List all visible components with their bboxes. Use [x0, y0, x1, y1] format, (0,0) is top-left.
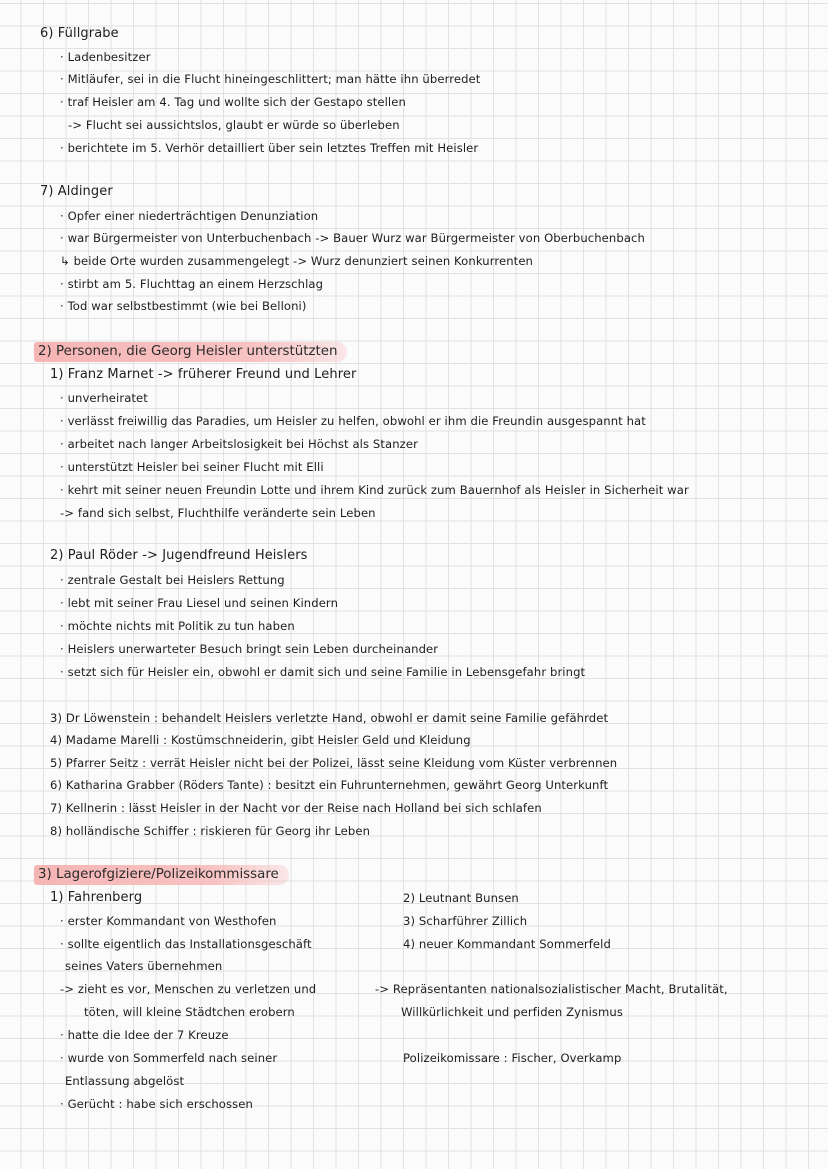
- note-line: · erster Kommandant von Westhofen: [60, 914, 277, 928]
- section-heading-officers: 3) Lagerofgiziere/Polizeikommissare: [34, 865, 289, 885]
- note-line: · wurde von Sommerfeld nach seiner: [60, 1051, 278, 1065]
- note-line: · möchte nichts mit Politik zu tun haben: [60, 619, 295, 633]
- supporter-line: 8) holländische Schiffer : riskieren für Georg ihr Leben: [50, 824, 371, 838]
- note-line: · lebt mit seiner Frau Liesel und seinen Kindern: [60, 596, 339, 610]
- officer-line: 4) neuer Kommandant Sommerfeld: [403, 937, 611, 951]
- note-line: · unterstützt Heisler bei seiner Flucht mit Elli: [60, 460, 324, 474]
- note-line: seines Vaters übernehmen: [65, 959, 223, 973]
- note-line: · arbeitet nach langer Arbeitslosigkeit bei Höchst als Stanzer: [60, 437, 418, 451]
- note-line: · hatte die Idee der 7 Kreuze: [60, 1028, 229, 1042]
- note-line: · Heislers unerwarteter Besuch bringt sein Leben durcheinander: [60, 642, 439, 656]
- note-line: · Gerücht : habe sich erschossen: [60, 1097, 253, 1111]
- note-line: · Ladenbesitzer: [60, 50, 151, 64]
- supporter-line: 5) Pfarrer Seitz : verrät Heisler nicht bei der Polizei, lässt seine Kleidung vom Küster verbrennen: [50, 756, 618, 770]
- note-line: · war Bürgermeister von Unterbuchenbach -> Bauer Wurz war Bürgermeister von Oberbuchenbach: [60, 231, 645, 245]
- note-line: ↳ beide Orte wurden zusammengelegt -> Wurz denunziert seinen Konkurrenten: [60, 254, 534, 268]
- supporter-line: 7) Kellnerin : lässt Heisler in der Nacht vor der Reise nach Holland bei sich schlafen: [50, 801, 542, 815]
- note-line: · Opfer einer niederträchtigen Denunziation: [60, 209, 319, 223]
- supporter-line: 4) Madame Marelli : Kostümschneiderin, gibt Heisler Geld und Kleidung: [50, 733, 471, 747]
- note-line: -> zieht es vor, Menschen zu verletzen und: [60, 982, 317, 996]
- officer-line: 3) Scharführer Zillich: [403, 914, 528, 928]
- note-line: · zentrale Gestalt bei Heislers Rettung: [60, 573, 285, 587]
- note-line: -> fand sich selbst, Fluchthilfe veränderte sein Leben: [60, 506, 376, 520]
- note-line: · stirbt am 5. Fluchttag an einem Herzschlag: [60, 277, 324, 291]
- officer-summary-line: -> Repräsentanten nationalsozialistischer Macht, Brutalität,: [375, 982, 728, 996]
- note-line: · Mitläufer, sei in die Flucht hineingeschlittert; man hätte ihn überredet: [60, 72, 481, 86]
- note-line: · sollte eigentlich das Installationsgeschäft: [60, 937, 312, 951]
- note-line: · berichtete im 5. Verhör detailliert über sein letztes Treffen mit Heisler: [60, 141, 479, 155]
- person-title-fuellgrabe: 6) Füllgrabe: [40, 26, 119, 41]
- note-line: töten, will kleine Städtchen erobern: [84, 1005, 295, 1019]
- note-line: · verlässt freiwillig das Paradies, um Heisler zu helfen, obwohl er ihm die Freundin ausgespannt hat: [60, 414, 646, 428]
- officer-line: 2) Leutnant Bunsen: [403, 891, 519, 905]
- note-line: -> Flucht sei aussichtslos, glaubt er würde so überleben: [68, 118, 400, 132]
- note-line: · kehrt mit seiner neuen Freundin Lotte und ihrem Kind zurück zum Bauernhof als Heisler in Sicherheit war: [60, 483, 689, 497]
- note-line: · Tod war selbstbestimmt (wie bei Belloni): [60, 299, 307, 313]
- person-title-fahrenberg: 1) Fahrenberg: [50, 890, 143, 905]
- section-heading-supporters: 2) Personen, die Georg Heisler unterstützten: [34, 342, 347, 362]
- note-line: · unverheiratet: [60, 391, 148, 405]
- person-title-roeder: 2) Paul Röder -> Jugendfreund Heislers: [50, 548, 308, 563]
- note-line: Entlassung abgelöst: [65, 1074, 185, 1088]
- note-line: · setzt sich für Heisler ein, obwohl er damit sich und seine Familie in Lebensgefahr bringt: [60, 665, 586, 679]
- note-line: · traf Heisler am 4. Tag und wollte sich der Gestapo stellen: [60, 95, 406, 109]
- supporter-line: 6) Katharina Grabber (Röders Tante) : besitzt ein Fuhrunternehmen, gewährt Georg Unterkunft: [50, 778, 609, 792]
- supporter-line: 3) Dr Löwenstein : behandelt Heislers verletzte Hand, obwohl er damit seine Familie gefährdet: [50, 711, 609, 725]
- person-title-aldinger: 7) Aldinger: [40, 184, 113, 199]
- officer-summary-line: Willkürlichkeit und perfiden Zynismus: [401, 1005, 624, 1019]
- police-commissioners-line: Polizeikomissare : Fischer, Overkamp: [403, 1051, 622, 1065]
- person-title-marnet: 1) Franz Marnet -> früherer Freund und Lehrer: [50, 367, 357, 382]
